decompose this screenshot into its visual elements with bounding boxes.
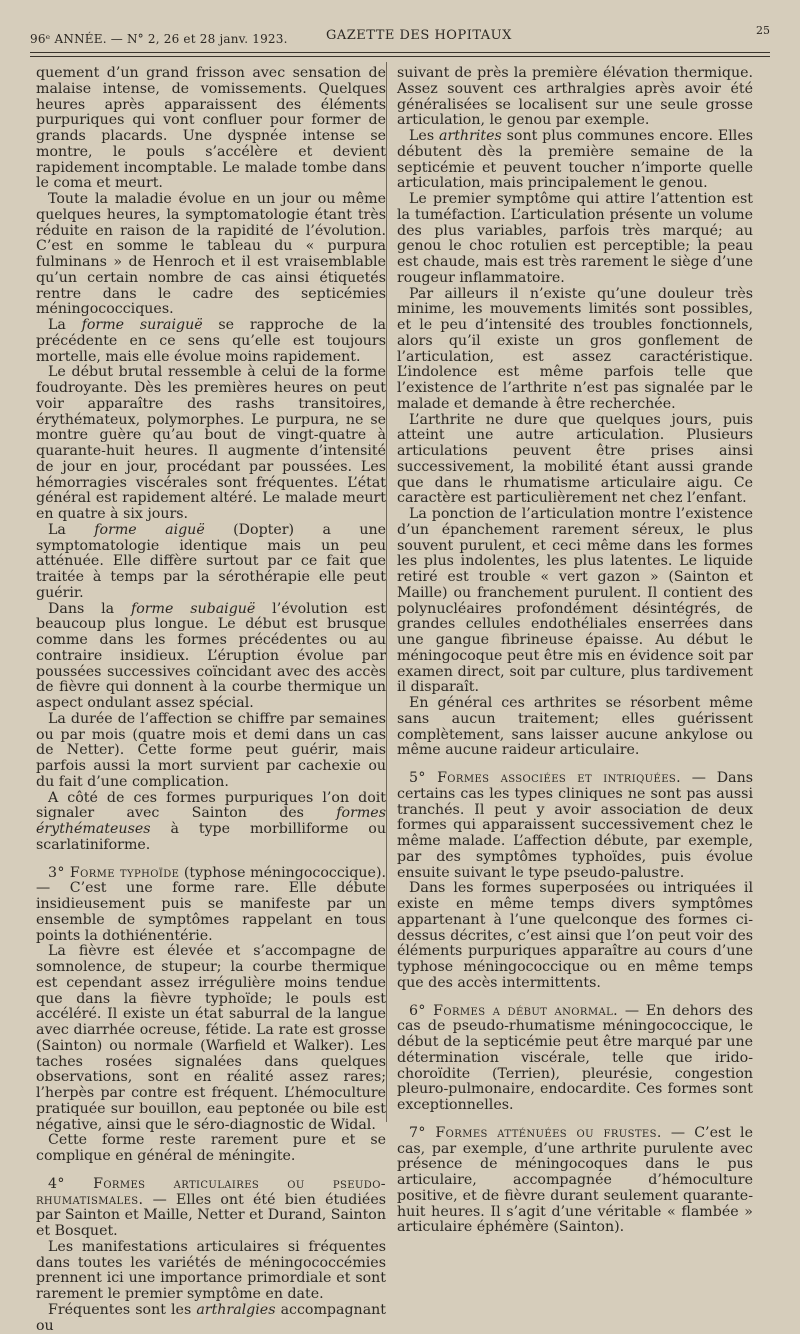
section-heading-paragraph xyxy=(397,771,753,881)
header-rule-double xyxy=(30,56,770,57)
paragraph: suivant de près la première élévation thermique. Assez souvent ces arthralgies après avoir été généralisées se localisent sur une seule grosse articulation, le genou par exemple. xyxy=(397,65,753,129)
paragraph xyxy=(36,791,386,854)
page-header xyxy=(30,22,770,48)
paragraph: La ponction de l’articulation montre l’existence d’un épanchement rarement séreux, le plus souvent purulent, et ceci même dans les formes les plus indolentes, les plus latentes. Le liquide retiré est trouble « vert gazon » (Sainton et Maille) ou franchement purulent. Il contient des polynucléaires profondément désintégrés, de grandes cellules endothéliales enserrées dans une gangue fibrineuse épaisse. Au début le méningocoque peut être mis en évidence soit par examen direct, soit par culture, plus tardivement il disparaît. xyxy=(397,506,753,696)
paragraph-text: l’évolution est beaucoup plus longue. Le début est brusque comme dans les formes précédentes ou au contraire insidieux. L’éruption évolue par poussées successives coïncidant avec des accès de fièvre qui donnent à la courbe thermique un aspect ondulant assez spécial. xyxy=(36,600,386,711)
paragraph: Le premier symptôme qui attire l’attention est la tuméfaction. L’articulation présente un volume des plus variables, parfois très marqué; au genou le choc rotulien est perceptible; la peau est chaude, mais est très rarement le siège d’une rougeur inflammatoire. xyxy=(397,191,753,286)
paragraph xyxy=(397,129,753,192)
header-rule xyxy=(30,52,770,53)
paragraph-text: se rapproche de la précédente en ce sens qu’elle est toujours mortelle, mais elle évolue moins rapidement. xyxy=(36,317,387,365)
section-heading-paragraph xyxy=(397,1004,753,1114)
paragraph: Dans les formes superposées ou intriquées il existe en même temps divers symptômes appartenant à l’une quelconque des formes ci-dessus décrites, c’est ainsi que l’on peut voir des éléments purpuriques apparaître au cours d’une typhose méningococcique ou en même temps que des accès intermittents. xyxy=(397,880,753,991)
paragraph-text: A côté de ces formes purpuriques l’on doit signaler avec Sainton des xyxy=(36,789,386,822)
paragraph-text: Dans la xyxy=(48,600,131,617)
emphasized-term: arthrites xyxy=(438,128,502,144)
paragraph-text: Les xyxy=(409,128,439,144)
paragraph: Par ailleurs il n’existe qu’une douleur très minime, les mouvements limités sont possibles, et le peu d’intensité des troubles fonctionnels, alors qu’il existe un gros gonflement de l’articulation, est assez caractéristique. L’indolence est même parfois telle que l’existence de l’arthrite n’est pas signalée par le malade et demande à être recherchée. xyxy=(397,285,753,412)
section-heading: 6° Formes a début anormal. xyxy=(409,1002,619,1019)
section-heading: 7° Formes atténuées ou frustes. xyxy=(409,1124,662,1141)
paragraph-text: La xyxy=(48,317,82,333)
left-column xyxy=(36,66,386,1334)
emphasized-term: formes érythémateuses xyxy=(36,805,386,837)
emphasized-term: forme suraiguë xyxy=(81,317,203,333)
section-heading-paragraph xyxy=(397,1126,753,1236)
section-heading-paragraph xyxy=(36,866,386,945)
paragraph: L’arthrite ne dure que quelques jours, puis atteint une autre articulation. Plusieurs articulations peuvent être prises ainsi successivement, la mobilité étant aussi grande que dans le rhumatisme articulaire aigu. Ce caractère est particulièrement net chez l’enfant. xyxy=(397,411,753,507)
paragraph-text: (Dopter) a une symptomatologie identique mais un peu atténuée. Elle diffère surtout par ce fait que traitée à temps par la sérothérapie elle peut guérir. xyxy=(36,521,386,601)
emphasized-term: forme subaiguë xyxy=(130,600,256,617)
paragraph: Cette forme reste rarement pure et se complique en général de méningite. xyxy=(36,1132,386,1164)
paragraph-text: — Elles ont été bien étudiées par Sainton et Maille, Netter et Durand, Sainton et Bosquet. xyxy=(36,1191,386,1239)
paragraph: quement d’un grand frisson avec sensation de malaise intense, de vomissements. Quelques heures après apparaissent des éléments purpuriques qui vont confluer pour former de grands placards. Une dyspnée intense se montre, le pouls s’accélère et devient rapidement incomptable. Le malade tombe dans le coma et meurt. xyxy=(36,65,386,192)
journal-title: GAZETTE DES HOPITAUX xyxy=(326,28,512,43)
section-heading: 3° Forme typhoïde xyxy=(48,864,180,881)
paragraph-text: à type morbilliforme ou scarlatiniforme. xyxy=(36,821,386,853)
paragraph-text: accompagnant ou xyxy=(36,1301,386,1334)
paragraph xyxy=(36,523,386,602)
paragraph-text: Fréquentes sont les xyxy=(48,1301,197,1318)
paragraph: Toute la maladie évolue en un jour ou même quelques heures, la symptomatologie étant très réduite en raison de la rapidité de l’évolution. C’est en somme le tableau du « purpura fulminans » de Henroch et il est vraisemblable qu’un certain nombre de cas ainsi étiquetés rentre dans le cadre des septicémies méningococciques. xyxy=(36,191,386,318)
paragraph: Les manifestations articulaires si fréquentes dans toutes les variétés de méningococcémies prennent ici une importance primordiale et sont rarement le premier symptôme en date. xyxy=(36,1238,386,1302)
paragraph-text: La xyxy=(48,521,95,538)
paragraph xyxy=(36,602,386,712)
section-heading: 4° Formes articulaires ou pseudo-rhumatismales. xyxy=(36,1175,386,1208)
section-heading: 5° Formes associées et intriquées. xyxy=(409,770,682,786)
emphasized-term: arthralgies xyxy=(196,1301,276,1318)
issue-info: 96ᵉ ANNÉE. — N° 2, 26 et 28 janv. 1923. xyxy=(30,32,288,46)
paragraph-text: — Dans certains cas les types cliniques ne sont pas aussi tranchés. Il peut y avoir association de deux formes qui apparaissent successivement chez le même malade. L’affection débute, par exemple, par des symptômes typhoïdes, puis évolue ensuite suivant le type pseudo-palustre. xyxy=(397,770,753,881)
paragraph: Le début brutal ressemble à celui de la forme foudroyante. Dès les premières heures on peut voir apparaître des rashs transitoires, érythémateux, polymorphes. Le purpura, ne se montre guère qu’au bout de vingt-quatre à quarante-huit heures. Il augmente d’intensité de jour en jour, procédant par poussées. Les hémorragies viscérales sont fréquentes. L’état général est rapidement altéré. Le malade meurt en quatre à six jours. xyxy=(36,364,386,522)
paragraph-text: sont plus communes encore. Elles débutent dès la première semaine de la septicémie et peuvent toucher n’importe quelle articulation, mais principalement le genou. xyxy=(397,128,753,192)
paragraph-text: (typhose méningococcique). — C’est une forme rare. Elle débute insidieusement puis se manifeste par un ensemble de symptômes rappelant en tous points la dothiénentérie. xyxy=(36,864,386,944)
paragraph-text: — C’est le cas, par exemple, d’une arthrite purulente avec présence de méningocoques dans le pus articulaire, accompagnée d’hémoculture positive, et de fièvre durant seulement quarante-huit heures. Il s’agit d’une véritable « flambée » articulaire éphémère (Sainton). xyxy=(397,1124,753,1236)
paragraph-text: — En dehors des cas de pseudo-rhumatisme méningococcique, le début de la septicémie peut être marqué par une détermination viscérale, telle que irido-choroïdite (Terrien), pleurésie, congestion pleuro-pulmonaire, endocardite. Ces formes sont exceptionnelles. xyxy=(397,1002,753,1113)
section-heading-paragraph xyxy=(36,1177,386,1240)
emphasized-term: forme aiguë xyxy=(94,521,205,538)
page-number: 25 xyxy=(756,24,770,37)
paragraph: La fièvre est élevée et s’accompagne de somnolence, de stupeur; la courbe thermique est cependant assez irrégulière moins tendue que dans la fièvre typhoïde; le pouls est accéléré. Il existe un état saburral de la langue avec diarrhée ocreuse, fétide. La rate est grosse (Sainton) ou normale (Warfield et Walker). Les taches rosées signalées dans quelques observations, sont en réalité assez rares; l’herpès par contre est fréquent. L’hémoculture pratiquée sur bouillon, eau peptonée ou bile est négative, ainsi que le séro-diagnostic de Widal. xyxy=(36,943,386,1133)
column-divider xyxy=(386,62,387,1122)
paragraph xyxy=(36,318,386,365)
paragraph xyxy=(36,1303,386,1334)
right-column xyxy=(397,66,753,1236)
paragraph: La durée de l’affection se chiffre par semaines ou par mois (quatre mois et demi dans un cas de Netter). Cette forme peut guérir, mais parfois aussi la mort survient par cachexie ou du fait d’une complication. xyxy=(36,710,386,790)
paragraph: En général ces arthrites se résorbent même sans aucun traitement; elles guérissent complètement, sans laisser aucune ankylose ou même aucune raideur articulaire. xyxy=(397,695,753,759)
